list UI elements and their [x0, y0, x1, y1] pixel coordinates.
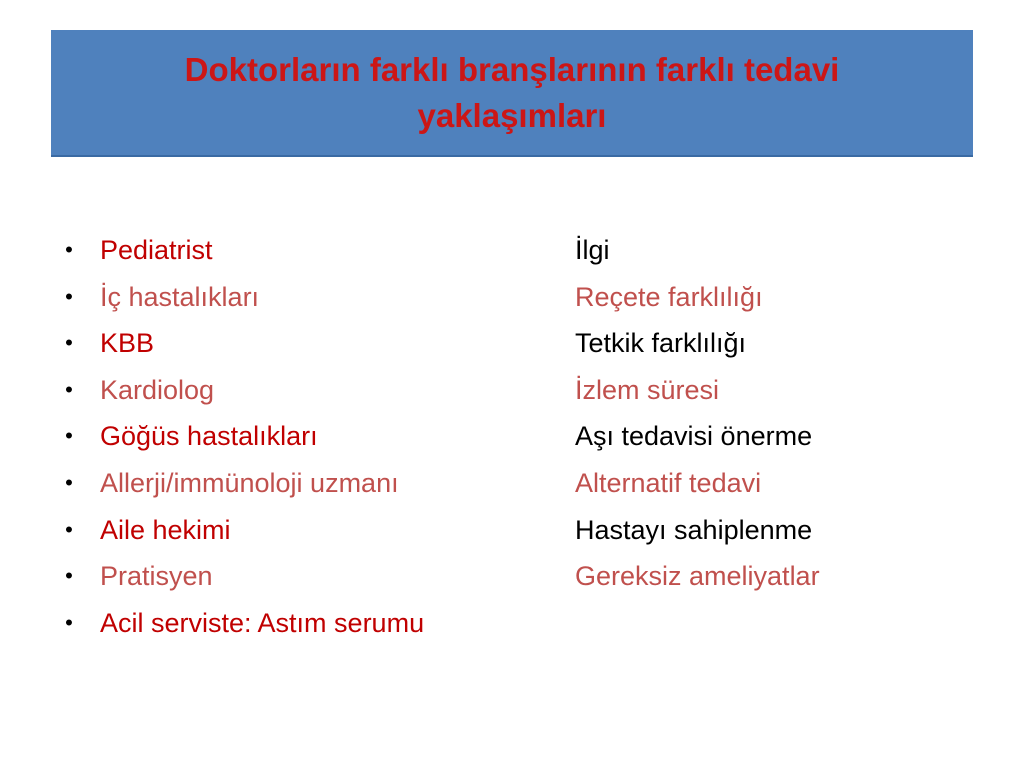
approach-list [575, 227, 995, 600]
specialty-label: Pratisyen [100, 561, 213, 592]
title-banner [51, 30, 973, 157]
bullet-icon: • [65, 516, 73, 542]
specialty-item [60, 460, 580, 507]
approach-label: Aşı tedavisi önerme [575, 421, 813, 452]
approach-item [575, 227, 995, 274]
bullet-icon: • [65, 237, 73, 262]
bullet-icon: • [65, 330, 73, 356]
specialty-label: Acil serviste: Astım serumu [100, 607, 425, 638]
specialty-item [60, 553, 580, 600]
approach-label: Alternatif tedavi [575, 467, 762, 498]
specialty-item [60, 367, 580, 414]
approach-item [575, 507, 995, 554]
specialty-item [60, 227, 580, 274]
approach-label: Gereksiz ameliyatlar [575, 561, 820, 592]
bullet-icon: • [65, 376, 73, 402]
bullet-icon: • [65, 283, 73, 309]
approach-label: İlgi [575, 235, 610, 265]
specialty-item [60, 274, 580, 321]
bullet-icon: • [65, 563, 73, 589]
bullet-icon: • [65, 609, 73, 635]
bullet-icon: • [65, 469, 73, 495]
slide-title [125, 47, 900, 139]
approach-item [575, 413, 995, 460]
specialty-item [60, 600, 580, 647]
specialty-label: KBB [100, 328, 155, 359]
approach-item [575, 274, 995, 321]
specialty-item [60, 320, 580, 367]
specialty-label: Allerji/immünoloji uzmanı [100, 467, 399, 498]
approach-label: Hastayı sahiplenme [575, 514, 813, 545]
slide-title-line-1: Doktorların farklı branşlarının farklı tedavi [184, 50, 840, 88]
slide-title-line-2: yaklaşımları [417, 96, 607, 134]
specialty-label: İç hastalıkları [100, 281, 260, 312]
bullet-icon: • [65, 423, 73, 449]
specialty-label: Göğüs hastalıkları [100, 421, 318, 452]
approach-item [575, 553, 995, 600]
specialty-item [60, 413, 580, 460]
approach-label: İzlem süresi [575, 374, 720, 405]
specialty-label: Aile hekimi [100, 514, 231, 545]
specialty-list [60, 227, 580, 646]
approach-label: Tetkik farklılığı [575, 328, 747, 359]
approach-item [575, 460, 995, 507]
specialty-item [60, 507, 580, 554]
approach-item [575, 320, 995, 367]
specialty-label: Pediatrist [100, 235, 213, 265]
approach-label: Reçete farklılığı [575, 281, 763, 312]
approach-item [575, 367, 995, 414]
specialty-label: Kardiolog [100, 374, 215, 405]
